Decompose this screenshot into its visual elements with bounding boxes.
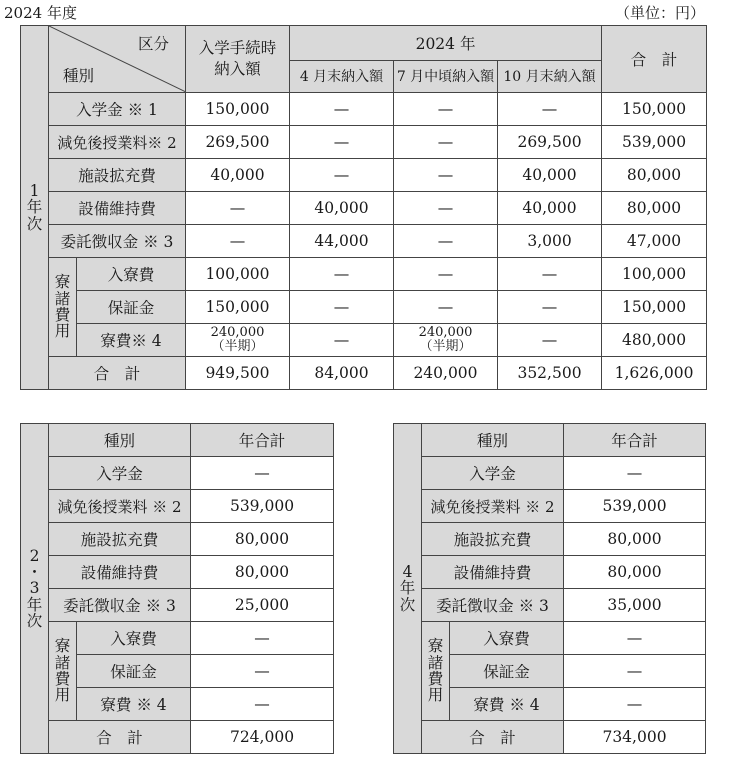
cell: — xyxy=(186,192,290,225)
cell: — xyxy=(290,159,394,192)
cell: 949,500 xyxy=(186,357,290,390)
row-label: 設備維持費 xyxy=(422,556,564,589)
fiscal-year-label: 2024 年度 xyxy=(4,4,77,22)
cell: — xyxy=(498,258,602,291)
cell: 269,500 xyxy=(186,126,290,159)
cell: — xyxy=(186,225,290,258)
table-row xyxy=(394,622,706,655)
cell: 80,000 xyxy=(602,159,707,192)
cell: 80,000 xyxy=(564,523,706,556)
row-label: 施設拡充費 xyxy=(422,523,564,556)
cell: — xyxy=(290,258,394,291)
row-label: 減免後授業料 ※ 2 xyxy=(422,490,564,523)
cell: — xyxy=(564,688,706,721)
total-label: 合 計 xyxy=(422,721,564,754)
cell: 539,000 xyxy=(191,490,334,523)
cell: 3,000 xyxy=(498,225,602,258)
cell: 100,000 xyxy=(602,258,707,291)
table-row xyxy=(21,291,707,324)
july-payment-header: 7 月中頃納入額 xyxy=(394,60,498,93)
cell: 100,000 xyxy=(186,258,290,291)
table-row xyxy=(21,258,707,291)
cell: 539,000 xyxy=(564,490,706,523)
cell: — xyxy=(191,655,334,688)
table-row xyxy=(21,523,334,556)
cell: 80,000 xyxy=(602,192,707,225)
cell: — xyxy=(191,688,334,721)
category-header: 区分 xyxy=(137,35,169,53)
cell: — xyxy=(394,258,498,291)
year-2024-header: 2024 年 xyxy=(290,26,602,61)
cell: 352,500 xyxy=(498,357,602,390)
year-side-label: 4 年 次 xyxy=(394,424,422,754)
year-side-label: 1 年 次 xyxy=(21,26,49,390)
cell: 150,000 xyxy=(186,291,290,324)
enrollment-payment-header: 入学手続時 納入額 xyxy=(186,26,290,93)
cell: — xyxy=(191,622,334,655)
row-label: 寮費 ※ 4 xyxy=(450,688,564,721)
row-label: 委託徴収金 ※ 3 xyxy=(49,225,186,258)
dorm-expenses-side-label: 寮 諸 費 用 xyxy=(422,622,450,721)
row-label: 設備維持費 xyxy=(49,556,191,589)
cell: 724,000 xyxy=(191,721,334,754)
cell: — xyxy=(394,159,498,192)
table-row xyxy=(394,457,706,490)
cell: 734,000 xyxy=(564,721,706,754)
cell: — xyxy=(394,126,498,159)
table-row xyxy=(394,523,706,556)
row-label: 寮費※ 4 xyxy=(77,324,186,357)
row-label: 保証金 xyxy=(450,655,564,688)
cell: — xyxy=(564,655,706,688)
year-side-label: 2 ・ 3 年 次 xyxy=(21,424,49,754)
total-row xyxy=(394,721,706,754)
unit-label: （単位：円） xyxy=(614,4,705,22)
cell: 480,000 xyxy=(602,324,707,357)
row-label: 委託徴収金 ※ 3 xyxy=(422,589,564,622)
table-row xyxy=(21,589,334,622)
table-row xyxy=(21,556,334,589)
april-payment-header: 4 月末納入額 xyxy=(290,60,394,93)
cell: — xyxy=(498,324,602,357)
type-header: 種別 xyxy=(422,424,564,457)
cell: 150,000 xyxy=(602,291,707,324)
fourth-year-fee-table xyxy=(393,423,706,754)
row-label: 入学金 ※ 1 xyxy=(49,93,186,126)
cell: — xyxy=(394,93,498,126)
row-label: 入学金 xyxy=(422,457,564,490)
cell: — xyxy=(564,457,706,490)
total-row xyxy=(21,357,707,390)
cell: — xyxy=(290,324,394,357)
cell: — xyxy=(564,622,706,655)
cell: 150,000 xyxy=(186,93,290,126)
table-row xyxy=(21,192,707,225)
table-row xyxy=(21,93,707,126)
cell: — xyxy=(394,225,498,258)
cell: 40,000 xyxy=(498,192,602,225)
cell: 40,000 xyxy=(498,159,602,192)
cell: 80,000 xyxy=(191,556,334,589)
row-label: 設備維持費 xyxy=(49,192,186,225)
type-header: 種別 xyxy=(63,67,95,85)
second-third-year-fee-table xyxy=(20,423,334,754)
cell: 40,000 xyxy=(290,192,394,225)
table-row xyxy=(394,490,706,523)
cell: — xyxy=(290,291,394,324)
dorm-expenses-side-label: 寮 諸 費 用 xyxy=(49,622,77,721)
table-row xyxy=(21,159,707,192)
table-row xyxy=(21,126,707,159)
total-label: 合 計 xyxy=(49,357,186,390)
row-label: 入寮費 xyxy=(450,622,564,655)
cell: 269,500 xyxy=(498,126,602,159)
total-row xyxy=(21,721,334,754)
cell: 539,000 xyxy=(602,126,707,159)
annual-total-header: 年合計 xyxy=(564,424,706,457)
cell: 35,000 xyxy=(564,589,706,622)
cell: 25,000 xyxy=(191,589,334,622)
row-label: 減免後授業料※ 2 xyxy=(49,126,186,159)
total-header: 合 計 xyxy=(602,26,707,93)
table-row xyxy=(21,324,707,357)
cell: 80,000 xyxy=(564,556,706,589)
cell: — xyxy=(290,93,394,126)
cell: 150,000 xyxy=(602,93,707,126)
total-label: 合 計 xyxy=(49,721,191,754)
cell: 47,000 xyxy=(602,225,707,258)
cell: — xyxy=(498,93,602,126)
october-payment-header: 10 月末納入額 xyxy=(498,60,602,93)
annual-total-header: 年合計 xyxy=(191,424,334,457)
table-row xyxy=(21,457,334,490)
cell: 84,000 xyxy=(290,357,394,390)
table-row xyxy=(394,589,706,622)
cell: 240,000 （半期） xyxy=(186,324,290,357)
row-label: 施設拡充費 xyxy=(49,523,191,556)
cell: — xyxy=(290,126,394,159)
row-label: 入学金 xyxy=(49,457,191,490)
row-label: 入寮費 xyxy=(77,258,186,291)
cell: — xyxy=(394,192,498,225)
table-row xyxy=(21,622,334,655)
table-row xyxy=(394,556,706,589)
dorm-expenses-side-label: 寮 諸 費 用 xyxy=(49,258,77,357)
first-year-fee-table xyxy=(20,25,707,390)
cell: 240,000 xyxy=(394,357,498,390)
row-label: 保証金 xyxy=(77,655,191,688)
row-label: 施設拡充費 xyxy=(49,159,186,192)
cell: — xyxy=(498,291,602,324)
cell: 1,626,000 xyxy=(602,357,707,390)
row-label: 委託徴収金 ※ 3 xyxy=(49,589,191,622)
row-label: 保証金 xyxy=(77,291,186,324)
table-row xyxy=(21,490,334,523)
cell: 80,000 xyxy=(191,523,334,556)
row-label: 寮費 ※ 4 xyxy=(77,688,191,721)
cell: 240,000 （半期） xyxy=(394,324,498,357)
table-row xyxy=(21,225,707,258)
type-header: 種別 xyxy=(49,424,191,457)
header-diagonal-cell xyxy=(49,26,186,93)
cell: 40,000 xyxy=(186,159,290,192)
cell: 44,000 xyxy=(290,225,394,258)
row-label: 減免後授業料 ※ 2 xyxy=(49,490,191,523)
cell: — xyxy=(191,457,334,490)
row-label: 入寮費 xyxy=(77,622,191,655)
cell: — xyxy=(394,291,498,324)
